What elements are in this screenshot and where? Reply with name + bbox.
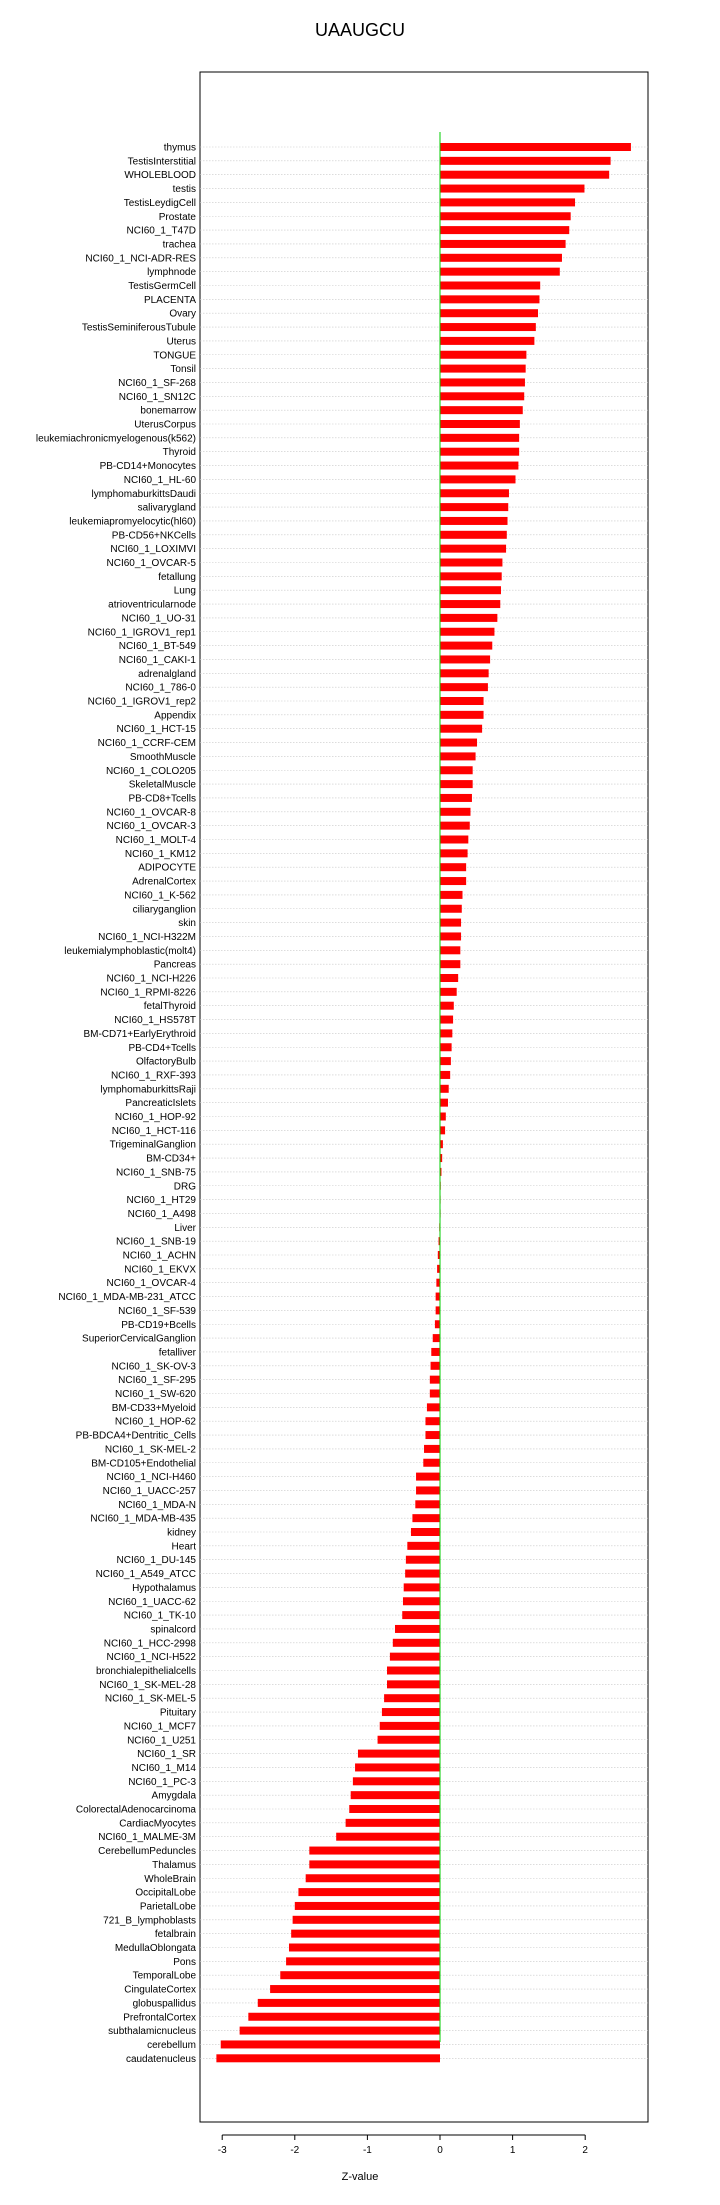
category-label: NCI60_1_DU-145 xyxy=(116,1555,196,1567)
category-label: NCI60_1_CCRF-CEM xyxy=(97,738,196,750)
category-label: Pancreas xyxy=(153,959,196,971)
category-label: fetalliver xyxy=(158,1347,196,1359)
bar xyxy=(436,1306,440,1314)
bar xyxy=(425,1417,440,1425)
category-label: NCI60_1_OVCAR-4 xyxy=(106,1278,196,1290)
bar xyxy=(440,254,562,262)
category-label: NCI60_1_UO-31 xyxy=(121,613,196,625)
category-label: NCI60_1_OVCAR-8 xyxy=(106,807,196,819)
category-label: NCI60_1_EKVX xyxy=(124,1264,196,1276)
bar xyxy=(349,1805,440,1813)
category-label: kidney xyxy=(167,1527,196,1539)
bar xyxy=(440,1126,445,1134)
category-label: NCI60_1_SNB-19 xyxy=(115,1236,196,1248)
category-label: BM-CD34+ xyxy=(146,1153,196,1165)
bar xyxy=(440,739,477,747)
category-label: TemporalLobe xyxy=(132,1970,196,1982)
bar xyxy=(390,1653,440,1661)
bar xyxy=(309,1847,440,1855)
plot-frame xyxy=(200,72,648,2122)
bar xyxy=(440,351,526,359)
category-label: NCI60_1_HCT-116 xyxy=(111,1125,196,1137)
bar xyxy=(440,725,482,733)
bar xyxy=(416,1473,440,1481)
bar xyxy=(440,171,609,179)
bar xyxy=(440,157,611,165)
category-label: PB-CD8+Tcells xyxy=(128,793,196,805)
category-label: NCI60_1_HL-60 xyxy=(123,474,196,486)
bar xyxy=(298,1888,440,1896)
category-label: bronchialepithelialcells xyxy=(95,1666,196,1677)
chart-title: UAAUGCU xyxy=(314,20,405,40)
x-tick-label: 0 xyxy=(437,2145,443,2156)
bar xyxy=(440,780,473,788)
category-label: NCI60_1_HS578T xyxy=(114,1015,196,1027)
bar xyxy=(358,1750,440,1758)
category-label: NCI60_1_NCI-ADR-RES xyxy=(85,253,196,265)
bar xyxy=(430,1390,440,1398)
bar xyxy=(423,1459,440,1467)
category-label: trachea xyxy=(162,239,196,251)
category-label: NCI60_1_SF-268 xyxy=(118,377,196,389)
category-label: NCI60_1_RXF-393 xyxy=(110,1070,196,1082)
category-label: ADIPOCYTE xyxy=(138,862,196,874)
category-label: NCI60_1_SK-MEL-28 xyxy=(99,1679,196,1691)
category-label: subthalamicnucleus xyxy=(108,2026,196,2038)
category-label: CerebellumPeduncles xyxy=(98,1846,196,1858)
category-label: SmoothMuscle xyxy=(129,751,196,763)
category-label: SuperiorCervicalGanglion xyxy=(82,1333,196,1345)
category-label: CingulateCortex xyxy=(124,1984,196,1996)
bar xyxy=(440,337,534,345)
bar xyxy=(440,946,460,954)
bar xyxy=(286,1957,440,1965)
category-label: NCI60_1_SF-539 xyxy=(118,1305,196,1317)
category-label: NCI60_1_MDA-N xyxy=(118,1499,196,1511)
category-label: NCI60_1_OVCAR-3 xyxy=(106,821,196,833)
bar xyxy=(306,1874,440,1882)
category-label: PancreaticIslets xyxy=(125,1098,196,1110)
category-label: PB-CD14+Monocytes xyxy=(99,461,196,473)
bar xyxy=(440,988,457,996)
bar xyxy=(412,1514,440,1522)
category-label: TestisLeydigCell xyxy=(123,197,196,209)
category-label: NCI60_1_MOLT-4 xyxy=(115,835,196,846)
x-tick-label: -3 xyxy=(217,2145,227,2156)
category-label: Heart xyxy=(171,1541,196,1553)
category-label: Ovary xyxy=(169,308,196,320)
bar xyxy=(440,559,502,567)
bar xyxy=(440,365,526,373)
bar xyxy=(436,1293,440,1301)
bar xyxy=(440,891,463,899)
bar xyxy=(440,185,584,193)
bar xyxy=(402,1611,440,1619)
bar xyxy=(440,282,540,290)
category-label: NCI60_1_UACC-62 xyxy=(108,1596,196,1608)
category-label: Thalamus xyxy=(152,1859,196,1871)
category-label: NCI60_1_MALME-3M xyxy=(98,1832,196,1844)
category-label: lymphomaburkittsDaudi xyxy=(91,488,196,500)
bar xyxy=(216,2054,440,2062)
category-label: 721_B_lymphoblasts xyxy=(103,1915,196,1927)
bar xyxy=(440,808,470,816)
bar xyxy=(430,1376,440,1384)
category-label: NCI60_1_SF-295 xyxy=(118,1375,196,1387)
category-label: TestisGermCell xyxy=(128,281,196,292)
bar xyxy=(387,1680,440,1688)
category-label: NCI60_1_TK-10 xyxy=(123,1610,196,1622)
bar xyxy=(440,711,484,719)
category-label: Pituitary xyxy=(159,1707,196,1719)
category-label: spinalcord xyxy=(150,1624,196,1636)
category-label: BM-CD71+EarlyErythroid xyxy=(83,1028,196,1040)
x-tick-label: -1 xyxy=(362,2145,372,2156)
bar xyxy=(440,794,472,802)
bar xyxy=(440,323,536,331)
bar xyxy=(393,1639,440,1647)
category-label: ParietalLobe xyxy=(139,1901,196,1913)
category-label: leukemialymphoblastic(molt4) xyxy=(64,945,196,957)
x-axis-label: Z-value xyxy=(341,2171,379,2183)
category-label: fetallung xyxy=(158,571,196,583)
bar xyxy=(440,420,520,428)
category-label: NCI60_1_RPMI-8226 xyxy=(100,987,196,999)
category-label: NCI60_1_OVCAR-5 xyxy=(106,558,196,569)
category-label: BM-CD105+Endothelial xyxy=(91,1458,196,1470)
category-label: NCI60_1_SK-MEL-2 xyxy=(104,1444,196,1456)
category-label: Prostate xyxy=(158,211,196,223)
category-label: NCI60_1_IGROV1_rep1 xyxy=(87,627,196,639)
category-label: WholeBrain xyxy=(144,1873,196,1885)
category-label: PrefrontalCortex xyxy=(123,2012,196,2024)
bar xyxy=(440,1113,446,1121)
category-label: NCI60_1_COLO205 xyxy=(105,765,196,777)
bar xyxy=(346,1819,440,1827)
category-label: NCI60_1_NCI-H322M xyxy=(98,931,196,943)
bar xyxy=(440,448,519,456)
category-label: NCI60_1_A549_ATCC xyxy=(95,1569,196,1581)
bar xyxy=(355,1763,440,1771)
category-label: TestisSeminiferousTubule xyxy=(81,322,196,334)
bar xyxy=(291,1930,440,1938)
category-label: TONGUE xyxy=(153,350,196,362)
bar xyxy=(351,1791,440,1799)
category-label: WHOLEBLOOD xyxy=(124,170,196,182)
bar xyxy=(440,462,518,470)
category-label: BM-CD33+Myeloid xyxy=(111,1402,196,1414)
category-label: NCI60_1_HOP-92 xyxy=(114,1112,196,1123)
bar xyxy=(336,1833,440,1841)
category-label: Lung xyxy=(173,585,196,597)
bar xyxy=(440,877,466,885)
category-label: NCI60_1_KM12 xyxy=(124,848,196,860)
bar xyxy=(416,1486,440,1494)
bar xyxy=(440,642,492,650)
category-label: TrigeminalGanglion xyxy=(109,1139,196,1151)
bar xyxy=(440,434,519,442)
bar xyxy=(440,198,575,206)
category-label: atrioventricularnode xyxy=(108,599,196,611)
category-label: AdrenalCortex xyxy=(132,876,196,888)
bar xyxy=(405,1570,440,1578)
bar xyxy=(440,392,524,400)
category-label: NCI60_1_LOXIMVI xyxy=(110,544,196,556)
category-label: MedullaOblongata xyxy=(114,1943,196,1954)
grid-lines xyxy=(200,147,648,2058)
category-label: Appendix xyxy=(154,710,196,722)
bar xyxy=(440,545,506,553)
category-label: NCI60_1_NCI-H522 xyxy=(106,1652,196,1664)
category-label: SkeletalMuscle xyxy=(128,779,196,791)
category-label: NCI60_1_U251 xyxy=(127,1735,196,1747)
category-label: NCI60_1_M14 xyxy=(131,1762,196,1774)
category-label: NCI60_1_IGROV1_rep2 xyxy=(87,696,196,708)
category-label: NCI60_1_MDA-MB-231_ATCC xyxy=(58,1292,196,1304)
category-label: NCI60_1_K-562 xyxy=(124,890,196,902)
bar xyxy=(248,2013,440,2021)
category-label: NCI60_1_NCI-H226 xyxy=(106,973,196,985)
bar xyxy=(440,1029,452,1037)
category-label: NCI60_1_MCF7 xyxy=(123,1721,196,1733)
category-label: PB-CD4+Tcells xyxy=(128,1042,196,1054)
bar xyxy=(440,503,508,511)
category-label: OlfactoryBulb xyxy=(135,1056,196,1068)
category-label: OccipitalLobe xyxy=(135,1887,196,1899)
category-label: Amygdala xyxy=(151,1790,196,1802)
bar xyxy=(382,1708,440,1716)
bar xyxy=(440,655,490,663)
bar xyxy=(407,1542,440,1550)
bar xyxy=(440,836,468,844)
bar xyxy=(270,1985,440,1993)
category-label: NCI60_1_HCT-15 xyxy=(116,724,196,736)
category-label: CardiacMyocytes xyxy=(119,1818,196,1830)
bar xyxy=(240,2027,440,2035)
category-label: Liver xyxy=(174,1222,196,1234)
bar xyxy=(440,378,525,386)
category-label: NCI60_1_BT-549 xyxy=(118,641,196,653)
bar xyxy=(435,1320,440,1328)
bar xyxy=(440,1085,449,1093)
bar xyxy=(440,905,462,913)
bar xyxy=(440,586,501,594)
bar xyxy=(431,1348,440,1356)
bar xyxy=(440,531,507,539)
bar xyxy=(309,1860,440,1868)
category-label: thymus xyxy=(163,142,196,154)
category-label: Thyroid xyxy=(162,447,196,459)
category-label: NCI60_1_HCC-2998 xyxy=(103,1638,196,1650)
category-label: NCI60_1_NCI-H460 xyxy=(106,1472,196,1484)
bar xyxy=(427,1403,440,1411)
bar xyxy=(380,1722,440,1730)
bar xyxy=(440,475,516,483)
category-label: ColorectalAdenocarcinoma xyxy=(75,1804,196,1816)
x-tick-label: 1 xyxy=(509,2145,516,2156)
bar xyxy=(440,614,497,622)
bar xyxy=(440,309,538,317)
bar xyxy=(411,1528,440,1536)
bar xyxy=(440,1043,452,1051)
bar xyxy=(440,766,473,774)
category-label: adrenalgland xyxy=(138,668,196,680)
bar xyxy=(440,919,461,927)
bar xyxy=(440,960,460,968)
category-label: leukemiapromyelocytic(hl60) xyxy=(69,516,196,528)
category-label: NCI60_1_HT29 xyxy=(126,1195,196,1207)
bar xyxy=(440,1099,448,1107)
bar xyxy=(404,1583,440,1591)
x-tick-label: 2 xyxy=(582,2145,588,2156)
category-label: NCI60_1_SNB-75 xyxy=(115,1167,196,1179)
bar xyxy=(289,1944,440,1952)
category-label: PB-CD19+Bcells xyxy=(121,1319,196,1331)
bar xyxy=(295,1902,440,1910)
category-label: fetalThyroid xyxy=(143,1001,196,1013)
bar xyxy=(387,1667,440,1675)
bar xyxy=(440,143,631,151)
bar xyxy=(440,572,502,580)
category-label: salivarygland xyxy=(137,502,196,514)
category-label: bonemarrow xyxy=(140,405,196,417)
bar xyxy=(378,1736,440,1744)
bar xyxy=(440,669,489,677)
category-label: leukemiachronicmyelogenous(k562) xyxy=(35,433,196,445)
bar xyxy=(440,600,500,608)
bar xyxy=(221,2040,440,2048)
bar xyxy=(415,1500,440,1508)
category-label: ciliaryganglion xyxy=(132,904,196,916)
category-label: caudatenucleus xyxy=(125,2053,196,2065)
bar xyxy=(440,683,488,691)
bar xyxy=(431,1362,440,1370)
category-label: DRG xyxy=(173,1181,196,1193)
bar xyxy=(440,822,470,830)
category-label: NCI60_1_SW-620 xyxy=(115,1389,196,1400)
bar xyxy=(440,1002,454,1010)
bar xyxy=(424,1445,440,1453)
category-label: NCI60_1_ACHN xyxy=(122,1250,196,1262)
bar xyxy=(403,1597,440,1605)
category-label: NCI60_1_SK-MEL-5 xyxy=(104,1693,196,1705)
bar xyxy=(395,1625,440,1633)
category-label: testis xyxy=(172,184,196,196)
category-label: UterusCorpus xyxy=(134,419,196,431)
bar xyxy=(440,849,468,857)
bar xyxy=(406,1556,440,1564)
bar xyxy=(425,1431,440,1439)
bar xyxy=(440,1057,451,1065)
category-label: globuspallidus xyxy=(132,1998,196,2010)
category-label: NCI60_1_SK-OV-3 xyxy=(111,1361,196,1373)
category-label: NCI60_1_MDA-MB-435 xyxy=(90,1513,196,1525)
bar xyxy=(440,974,458,982)
category-label: NCI60_1_SN12C xyxy=(118,391,196,403)
bar xyxy=(440,697,484,705)
category-label: NCI60_1_A498 xyxy=(127,1208,196,1220)
category-label: NCI60_1_HOP-62 xyxy=(114,1416,196,1428)
category-label: Uterus xyxy=(166,336,196,348)
category-label: PLACENTA xyxy=(143,294,196,306)
bar xyxy=(440,628,494,636)
category-label: NCI60_1_SR xyxy=(137,1749,196,1761)
category-label: NCI60_1_786-0 xyxy=(125,682,196,694)
category-label: NCI60_1_UACC-257 xyxy=(102,1485,196,1497)
bar xyxy=(353,1777,440,1785)
bar xyxy=(440,863,466,871)
bar xyxy=(436,1279,440,1287)
category-label: Hypothalamus xyxy=(132,1582,196,1594)
category-label: lymphomaburkittsRaji xyxy=(100,1084,196,1096)
bar xyxy=(440,752,476,760)
bar xyxy=(440,1016,453,1024)
category-label: PB-BDCA4+Dentritic_Cells xyxy=(75,1430,196,1442)
bar xyxy=(440,406,523,414)
bar xyxy=(440,240,566,248)
bar xyxy=(440,1071,450,1079)
bar xyxy=(440,226,569,234)
category-label: cerebellum xyxy=(147,2039,196,2051)
bar xyxy=(258,1999,440,2007)
bar xyxy=(433,1334,440,1342)
bar xyxy=(440,489,509,497)
category-label: lymphnode xyxy=(147,267,196,279)
category-label: skin xyxy=(178,918,196,930)
category-label: NCI60_1_PC-3 xyxy=(128,1776,196,1788)
category-label: NCI60_1_T47D xyxy=(126,225,196,237)
bar xyxy=(440,268,560,276)
category-label: PB-CD56+NKCells xyxy=(111,530,196,542)
x-tick-label: -2 xyxy=(290,2145,300,2156)
bar xyxy=(440,517,508,525)
bar xyxy=(440,295,539,303)
bar xyxy=(440,932,461,940)
category-labels xyxy=(36,143,197,2065)
category-label: NCI60_1_CAKI-1 xyxy=(118,654,196,666)
category-label: fetalbrain xyxy=(154,1929,196,1941)
bar xyxy=(384,1694,440,1702)
category-label: Pons xyxy=(173,1956,196,1968)
bar xyxy=(440,212,571,220)
category-label: TestisInterstitial xyxy=(127,156,196,168)
bar xyxy=(280,1971,440,1979)
bar xyxy=(293,1916,440,1924)
category-label: Tonsil xyxy=(170,364,196,376)
